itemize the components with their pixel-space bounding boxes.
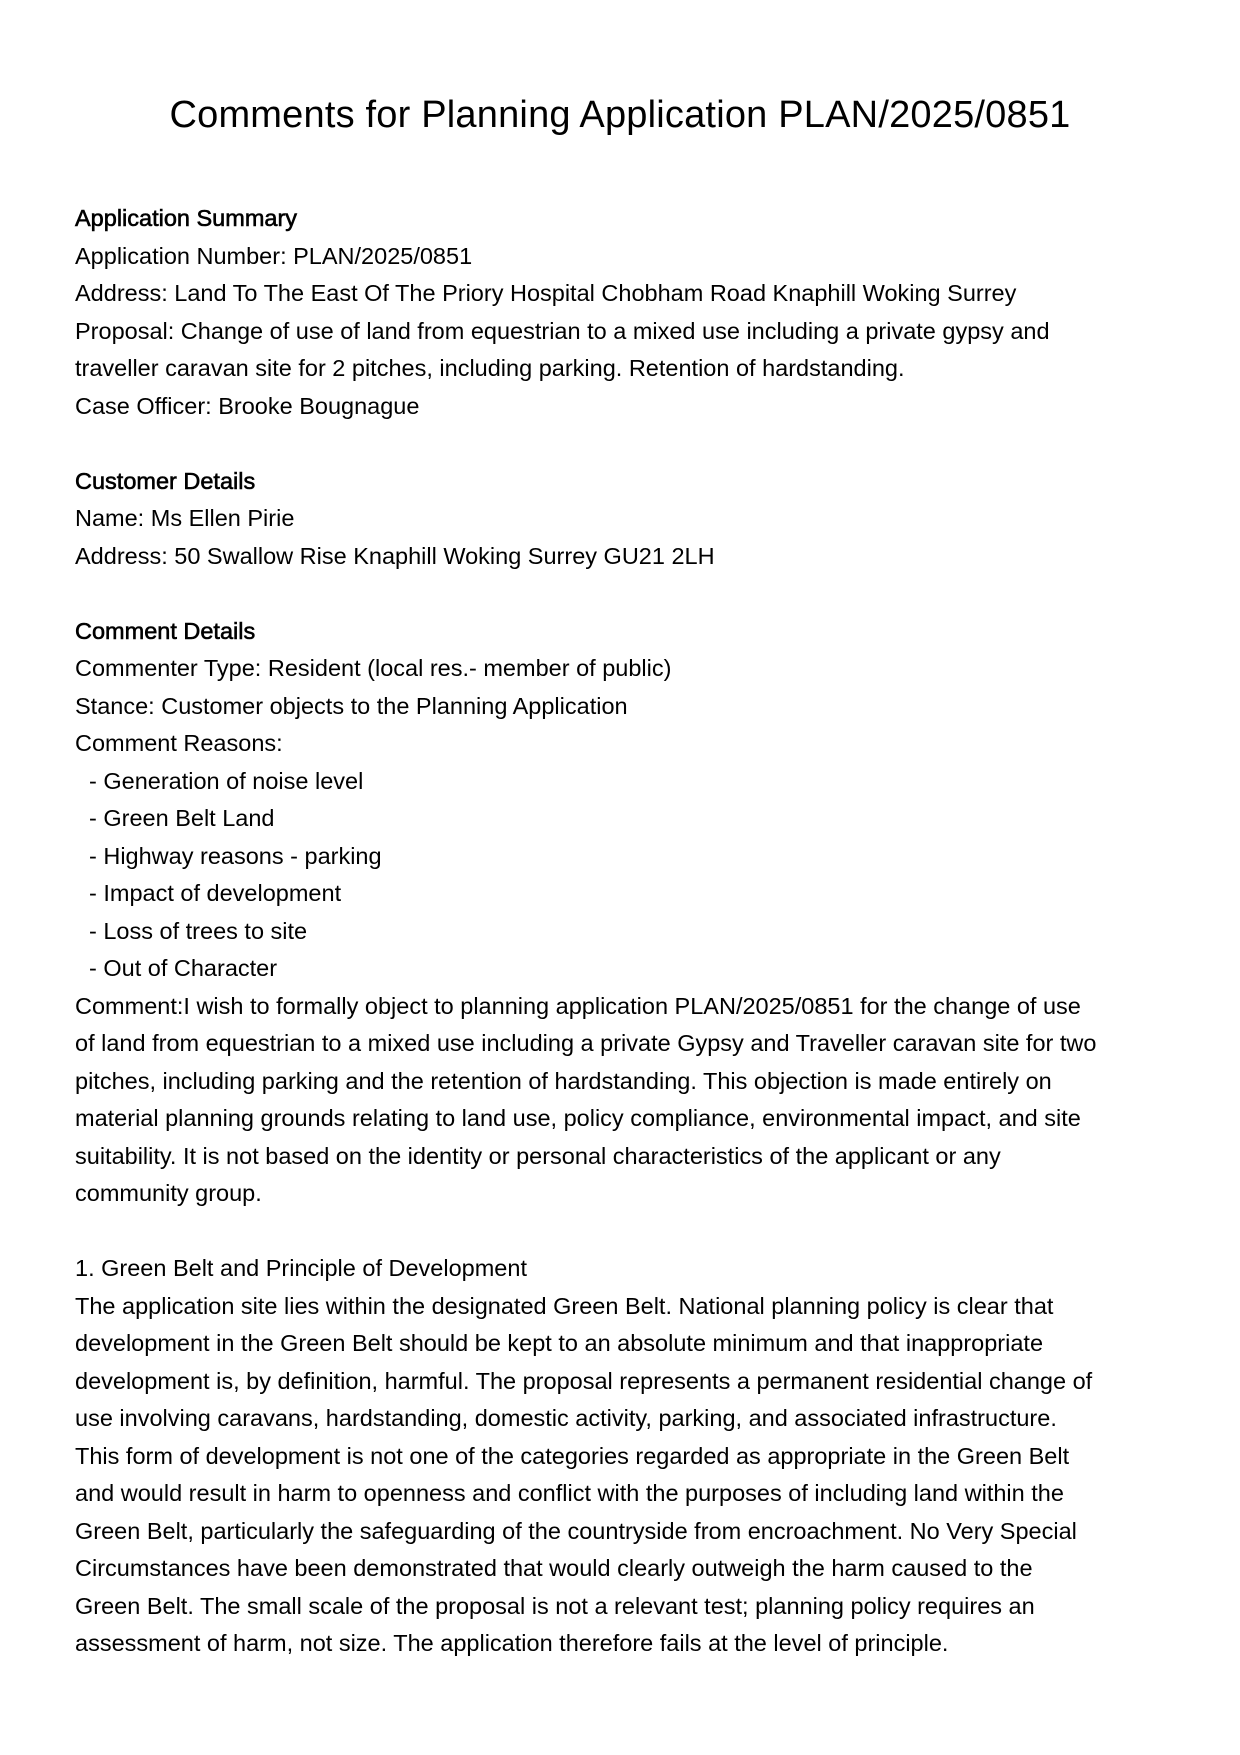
application-summary-section xyxy=(75,200,1175,425)
section-1-heading: 1. Green Belt and Principle of Development xyxy=(75,1255,527,1281)
list-item: - Impact of development xyxy=(89,880,342,906)
comment-line: Comment:I wish to formally object to planning application PLAN/2025/0851 for the change of use xyxy=(75,992,1081,1019)
section-1-line: Circumstances have been demonstrated that would clearly outweigh the harm caused to the xyxy=(75,1555,1033,1581)
comment-details-section xyxy=(75,613,1175,1663)
customer-details-heading: Customer Details xyxy=(75,467,256,494)
comment-line: pitches, including parking and the retention of hardstanding. This objection is made entirely on xyxy=(75,1067,1052,1094)
proposal-line: Proposal: Change of use of land from equestrian to a mixed use including a private gypsy and xyxy=(75,317,1050,344)
comment-text xyxy=(75,988,1175,1213)
section-1-line: and would result in harm to openness and conflict with the purposes of including land within the xyxy=(75,1480,1064,1506)
comment-line: community group. xyxy=(75,1180,262,1206)
section-1-line: Green Belt. The small scale of the proposal is not a relevant test; planning policy requires an xyxy=(75,1592,1035,1619)
application-address: Address: Land To The East Of The Priory Hospital Chobham Road Knaphill Woking Surrey xyxy=(75,280,1017,306)
section-spacer xyxy=(75,425,1175,463)
comment-reasons-label: Comment Reasons: xyxy=(75,730,283,756)
list-item: - Loss of trees to site xyxy=(89,917,308,944)
section-1-line: The application site lies within the designated Green Belt. National planning policy is clear that xyxy=(75,1292,1054,1319)
section-spacer xyxy=(75,575,1175,613)
page-title: Comments for Planning Application PLAN/2025/0851 xyxy=(169,94,1071,136)
comment-reasons-list xyxy=(75,763,1175,988)
list-item: - Highway reasons - parking xyxy=(89,842,382,869)
proposal-line: traveller caravan site for 2 pitches, including parking. Retention of hardstanding. xyxy=(75,355,905,381)
section-1-line: development in the Green Belt should be kept to an absolute minimum and that inappropriate xyxy=(75,1330,1044,1356)
comment-line: suitability. It is not based on the identity or personal characteristics of the applicant or any xyxy=(75,1142,1001,1169)
case-officer: Case Officer: Brooke Bougnague xyxy=(75,392,420,419)
section-1-line: use involving caravans, hardstanding, domestic activity, parking, and associated infrastructure. xyxy=(75,1405,1057,1431)
commenter-type: Commenter Type: Resident (local res.- member of public) xyxy=(75,655,672,681)
section-1-line: development is, by definition, harmful. The proposal represents a permanent residential change of xyxy=(75,1367,1093,1394)
list-item: - Out of Character xyxy=(89,955,278,981)
list-item: - Green Belt Land xyxy=(89,805,275,831)
stance: Stance: Customer objects to the Planning Application xyxy=(75,692,628,719)
section-1-line: Green Belt, particularly the safeguarding of the countryside from encroachment. No Very Special xyxy=(75,1517,1077,1544)
customer-details-section xyxy=(75,463,1175,576)
section-1-line: This form of development is not one of the categories regarded as appropriate in the Green Belt xyxy=(75,1442,1070,1469)
section-1-line: assessment of harm, not size. The application therefore fails at the level of principle. xyxy=(75,1630,949,1656)
comment-details-heading: Comment Details xyxy=(75,617,256,644)
application-number: Application Number: PLAN/2025/0851 xyxy=(75,242,473,269)
paragraph-spacer xyxy=(75,1213,1175,1251)
comment-line: of land from equestrian to a mixed use including a private Gypsy and Traveller caravan site for two xyxy=(75,1030,1097,1056)
comment-line: material planning grounds relating to land use, policy compliance, environmental impact, and site xyxy=(75,1105,1081,1131)
customer-name: Name: Ms Ellen Pirie xyxy=(75,505,295,531)
list-item: - Generation of noise level xyxy=(89,767,364,794)
application-summary-heading: Application Summary xyxy=(75,205,298,231)
section-1-text xyxy=(75,1288,1175,1663)
document-body xyxy=(75,200,1175,1663)
customer-address: Address: 50 Swallow Rise Knaphill Woking Surrey GU21 2LH xyxy=(75,542,715,569)
